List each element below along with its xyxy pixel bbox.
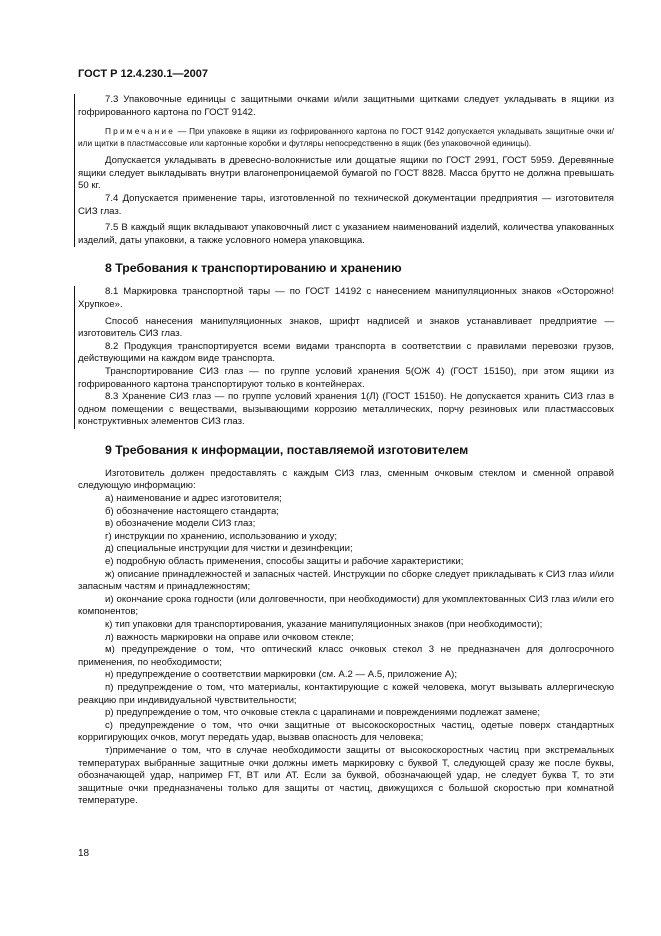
list-item: л) важность маркировки на оправе или очковом стекле; — [105, 631, 354, 643]
paragraph-8-1: 8.1 Маркировка транспортной тары — по ГОСТ 14192 с нанесением манипуляционных знаков «Осторожно! Хрупкое». — [78, 286, 614, 310]
paragraph-8-1b: Способ нанесения манипуляционных знаков, шрифт надписей и знаков устанавливает предприятие — изготовитель СИЗ глаз. — [78, 315, 614, 340]
list-item: д) специальные инструкции для чистки и дезинфекции; — [105, 543, 353, 555]
paragraph-7-5: 7.5 В каждый ящик вкладывают упаковочный лист с указанием наименований изделий, количества упакованных изделий, даты упаковки, а также условного номера упаковщика. — [78, 222, 614, 246]
document-body — [78, 94, 614, 808]
list-item: г) инструкции по хранению, использованию и уходу; — [105, 530, 338, 542]
list-item: т)примечание о том, что в случае необходимости защиты от высокоскоростных частиц при экстремальных температурах выбранные защитные очки должны иметь маркировку с буквой Т, следующей сразу же после буквы, обозначающей удар, например FT, BT или АТ. Если за буквой, обозначающей удар, не следует буква Т, то эти защитные очки предназначены только для защиты от частиц, движущихся с большой скоростью при комнатной температуре. — [78, 744, 614, 807]
document-header-code: ГОСТ Р 12.4.230.1—2007 — [78, 68, 208, 80]
list-item: ж) описание принадлежностей и запасных частей. Инструкции по сборке следует прикладывать к СИЗ глаз и/или запасным частям и принадлежностям; — [78, 568, 614, 593]
list-item: н) предупреждение о соответствии маркировки (см. А.2 — А.5, приложение А); — [105, 669, 457, 681]
paragraph-7-3: 7.3 Упаковочные единицы с защитными очками и/или защитными щитками следует укладывать в ящики из гофрированного картона по ГОСТ 9142. — [78, 94, 614, 118]
revision-marked-block — [74, 94, 614, 247]
paragraph-8-2: 8.2 Продукция транспортируется всеми видами транспорта в соответствии с правилами перевозки грузов, действующими на каждом виде транспорта. — [78, 340, 614, 365]
page-number: 18 — [78, 848, 90, 859]
list-item: а) наименование и адрес изготовителя; — [105, 493, 282, 505]
list-item: р) предупреждение о том, что очковые стекла с царапинами и повреждениями подлежат замене; — [105, 707, 541, 719]
note-label: Примечание — [105, 126, 176, 137]
paragraph-7-4: 7.4 Допускается применение тары, изготовленной по технической документации предприятия — изготовителя СИЗ глаз. — [78, 192, 614, 217]
list-item: е) подробную область применения, способы защиты и рабочие характеристики; — [105, 556, 464, 568]
list-item: и) окончание срока годности (или долговечности, при необходимости) для укомплектованных СИЗ глаз и/или его компонентов; — [78, 593, 614, 618]
paragraph-8-2b: Транспортирование СИЗ глаз — по группе условий хранения 5(ОЖ 4) (ГОСТ 15150), при этом ящики из гофрированного картона транспортируют только в контейнерах. — [78, 365, 614, 390]
list-item: к) тип упаковки для транспортирования, указание манипуляционных знаков (при необходимости); — [105, 619, 543, 630]
section-9-intro: Изготовитель должен предоставлять с каждым СИЗ глаз, сменным очковым стеклом и сменной оправой следующую информацию: — [78, 467, 614, 492]
list-item: м) предупреждение о том, что оптический класс очковых стекол 3 не предназначен для долгосрочного применения, по необходимости; — [78, 644, 614, 668]
list-item: п) предупреждение о том, что материалы, контактирующие с кожей человека, могут вызывать аллергическую реакцию при индивидуальной чувствительности; — [78, 681, 614, 706]
list-item: с) предупреждение о том, что очки защитные от высокоскоростных частиц, одетые поверх стандартных корригирующих очков, могут передать удар, вызвав опасность для человека; — [78, 719, 614, 744]
section-9-title: 9 Требования к информации, поставляемой изготовителем — [105, 442, 469, 457]
section-8-title: 8 Требования к транспортированию и хранению — [105, 261, 402, 276]
paragraph-wooden-boxes: Допускается укладывать в древесно-волокнистые или дощатые ящики по ГОСТ 2991, ГОСТ 5959. Деревянные ящики следует выкладывать внутри влагонепроницаемой бумагой по ГОСТ 8828. Масса брутто не должна превышать 50 кг. — [78, 155, 614, 192]
note-paragraph — [78, 125, 614, 149]
section-8-block — [74, 286, 614, 429]
list-item: в) обозначение модели СИЗ глаз; — [105, 518, 256, 530]
list-item: б) обозначение настоящего стандарта; — [105, 505, 279, 517]
note-text: — При упаковке в ящики из гофрированного картона по ГОСТ 9142 допускается укладывать защитные очки и/или щитки в пластмассовые или картонные коробки и футляры непосредственно в ящик (без упаковочной единицы). — [78, 126, 614, 149]
paragraph-8-3: 8.3 Хранение СИЗ глаз — по группе условий хранения 1(Л) (ГОСТ 15150). Не допускается хранить СИЗ глаз в одном помещении с веществами, вызывающими коррозию металлических, порчу резиновых или пластмассовых конструктивных элементов СИЗ глаз. — [78, 391, 614, 428]
